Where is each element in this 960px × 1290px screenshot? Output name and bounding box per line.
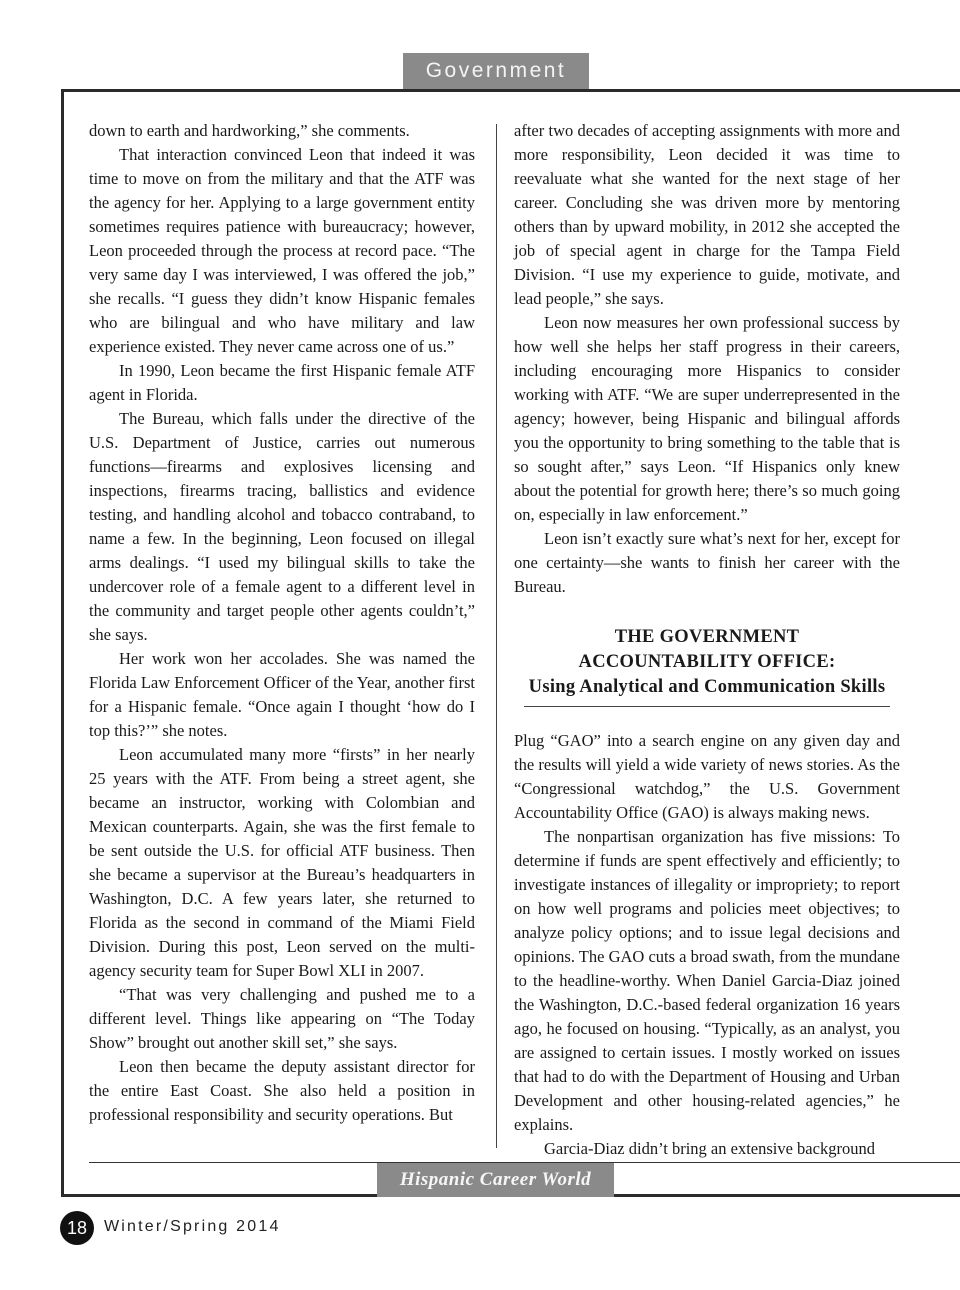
paragraph: “That was very challenging and pushed me to a different level. Things like appearing on “The Today Show” brought out another skill set,” she says. [89,985,475,1052]
paragraph: Leon then became the deputy assistant director for the entire East Coast. She also held a position in professional responsibility and security operations. But [89,1057,475,1124]
paragraph: The Bureau, which falls under the directive of the U.S. Department of Justice, carries out numerous functions—firearms and explosives licensing and inspections, firearms tracing, ballistics and evidence testing, and handling alcohol and tobacco contraband, to name a few. In the beginning, Leon focused on illegal arms dealings. “I used my bilingual skills to take the undercover role of a female agent to a different level in the community and target people other agents couldn’t,” she says. [89,409,475,644]
issue-date: Winter/Spring 2014 [104,1218,281,1235]
paragraph: Leon isn’t exactly sure what’s next for her, except for one certainty—she wants to finish her career with the Bureau. [514,529,900,596]
left-column [89,119,475,1127]
section-label: Government [403,53,589,89]
section-heading [514,625,900,700]
paragraph: Her work won her accolades. She was named the Florida Law Enforcement Officer of the Year, another first for a Hispanic female. “Once again I thought ‘how do I top this?’” she notes. [89,649,475,740]
paragraph: That interaction convinced Leon that indeed it was time to move on from the military and that the ATF was the agency for her. Applying to a large government entity sometimes requires patience with bureaucracy; however, Leon proceeded through the process at record pace. “The very same day I was interviewed, I was offered the job,” she recalls. “I guess they didn’t know Hispanic females who are bilingual and who have military and law experience existed. They never came across one of us.” [89,145,475,356]
right-column [514,119,900,1161]
paragraph: The nonpartisan organization has five missions: To determine if funds are spent effectively and efficiently; to investigate instances of illegality or impropriety; to report on how well programs and policies meet objectives; to analyze policy options; and to issue legal decisions and opinions. The GAO cuts a broad swath, from the mundane to the headline-worthy. When Daniel Garcia-Diaz joined the Washington, D.C.-based federal organization 16 years ago, he focused on housing. “Typically, as an analyst, you are assigned to certain issues. I mostly worked on issues that had to do with the Department of Housing and Urban Development and other housing-related agencies,” he explains. [514,827,900,1134]
section-heading-line1: THE GOVERNMENT [614,627,800,647]
paragraph: Plug “GAO” into a search engine on any given day and the results will yield a wide variety of news stories. As the “Congressional watchdog,” the U.S. Government Accountability Office (GAO) is always making news. [514,731,900,822]
paragraph: Garcia-Diaz didn’t bring an extensive background [544,1139,875,1158]
paragraph: down to earth and hardworking,” she comments. [89,121,410,140]
magazine-title: Hispanic Career World [377,1163,614,1197]
section-heading-line2: ACCOUNTABILITY OFFICE: [578,652,836,672]
page-number: 18 [60,1211,94,1245]
paragraph: after two decades of accepting assignments with more and more responsibility, Leon decided it was time to reevaluate what she wanted for the next stage of her career. Concluding she was driven more by mentoring others than by upward mobility, in 2012 she accepted the job of special agent in charge for the Tampa Field Division. “I use my experience to guide, motivate, and lead people,” she says. [514,121,900,308]
paragraph: In 1990, Leon became the first Hispanic female ATF agent in Florida. [89,361,475,404]
heading-rule [524,706,890,707]
column-divider [496,124,497,1148]
paragraph: Leon accumulated many more “firsts” in her nearly 25 years with the ATF. From being a street agent, she became an instructor, working with Colombian and Mexican counterparts. Again, she was the first female to be sent outside the U.S. for official ATF business. Then she became a supervisor at the Bureau’s headquarters in Washington, D.C. A few years later, she returned to Florida as the second in command of the Miami Field Division. During this post, Leon served on the multi-agency security team for Super Bowl XLI in 2007. [89,745,475,980]
section-heading-line3: Using Analytical and Communication Skills [528,677,886,697]
paragraph: Leon now measures her own professional success by how well she helps her staff progress in their careers, including encouraging more Hispanics to consider working with ATF. “We are super underrepresented in the agency; however, being Hispanic and bilingual affords you the opportunity to bring something to the table that is so sought after,” says Leon. “If Hispanics only knew about the potential for growth here; there’s so much going on, especially in law enforcement.” [514,313,900,524]
